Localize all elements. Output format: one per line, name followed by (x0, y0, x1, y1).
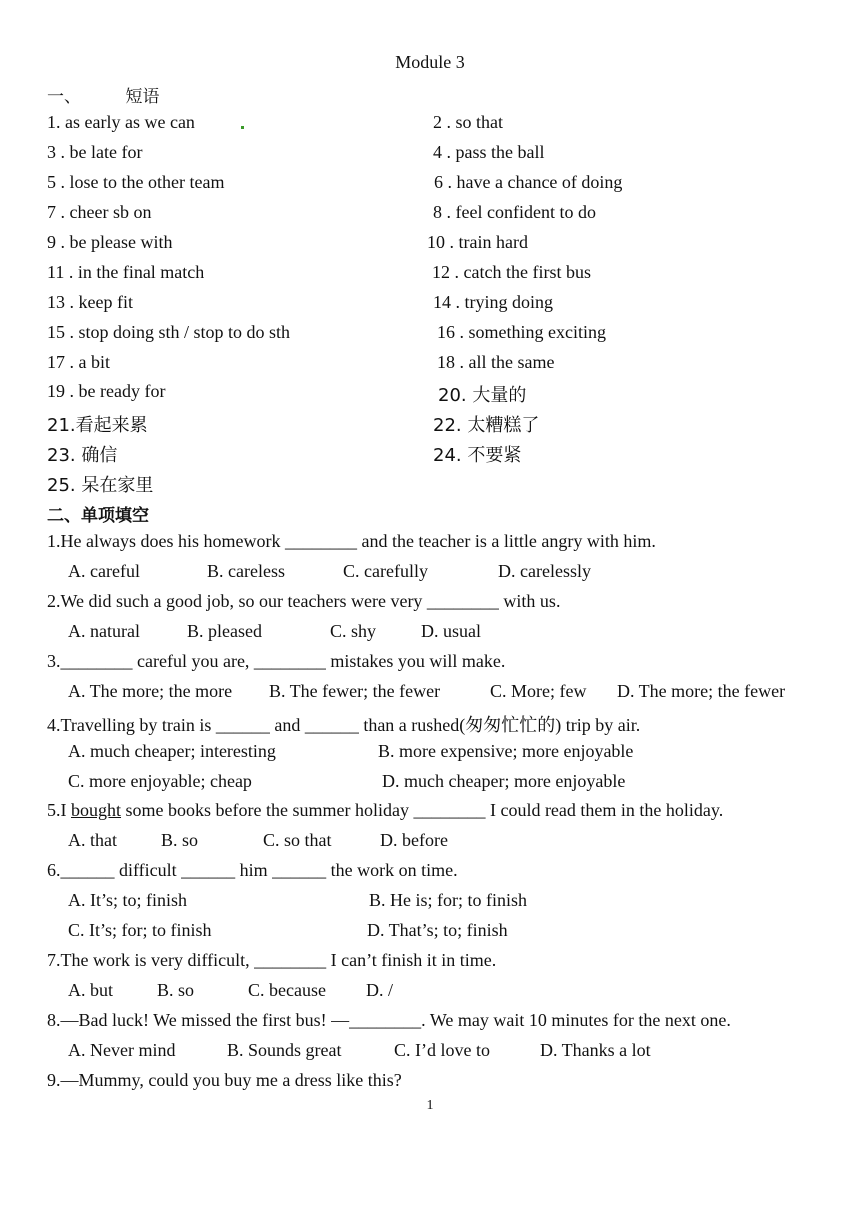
phrase-item: 6 . have a chance of doing (434, 172, 623, 192)
question-9: 9.—Mummy, could you buy me a dress like this? (47, 1070, 402, 1090)
option: B. more expensive; more enjoyable (378, 741, 634, 761)
question-5-rest: some books before the summer holiday ________ I could read them in the holiday. (121, 800, 724, 820)
option: B. Sounds great (227, 1040, 342, 1060)
phrase-item: 10 . train hard (427, 232, 528, 252)
option: D. Thanks a lot (540, 1040, 651, 1060)
phrase-item: 11 . in the final match (47, 262, 205, 282)
question-2: 2.We did such a good job, so our teachers were very ________ with us. (47, 591, 561, 611)
page-number: 1 (426, 1098, 434, 1113)
phrase-item: 19 . be ready for (47, 381, 166, 401)
phrase-item: 4 . pass the ball (433, 142, 545, 162)
option: B. He is; for; to finish (369, 890, 527, 910)
phrase-item: 22. 太糟糕了 (433, 415, 540, 436)
phrase-item: 25. 呆在家里 (47, 475, 154, 496)
question-8: 8.—Bad luck! We missed the first bus! —________. We may wait 10 minutes for the next one. (47, 1010, 731, 1030)
option: B. careless (207, 561, 285, 581)
option: C. more enjoyable; cheap (68, 771, 252, 791)
phrase-item: 15 . stop doing sth / stop to do sth (47, 322, 291, 342)
phrase-item: 20. 大量的 (438, 385, 527, 406)
option: C. because (248, 980, 326, 1000)
phrase-item: 14 . trying doing (433, 292, 553, 312)
option: A. much cheaper; interesting (68, 741, 276, 761)
option: D. The more; the fewer (617, 681, 786, 701)
option: A. Never mind (68, 1040, 176, 1060)
option: D. That’s; to; finish (367, 920, 508, 940)
underlined-word: bought (71, 800, 122, 820)
green-mark (241, 126, 244, 129)
phrase-item: 7 . cheer sb on (47, 202, 152, 222)
phrase-item: 16 . something exciting (437, 322, 606, 342)
question-4: 4.Travelling by train is ______ and ______ than a rushed(匆匆忙忙的) trip by air. (47, 715, 641, 735)
option: C. carefully (343, 561, 428, 581)
phrase-item: 2 . so that (433, 112, 503, 132)
option: A. It’s; to; finish (68, 890, 188, 910)
page-title: Module 3 (395, 52, 465, 72)
option: C. I’d love to (394, 1040, 490, 1060)
option: D. before (380, 830, 448, 850)
option: A. natural (68, 621, 140, 641)
question-6: 6.______ difficult ______ him ______ the work on time. (47, 860, 458, 880)
section-1-number: 一、 (47, 87, 81, 107)
phrase-item: 24. 不要紧 (433, 445, 522, 466)
option: C. shy (330, 621, 377, 641)
option: D. usual (421, 621, 481, 641)
option: A. careful (68, 561, 140, 581)
option: B. pleased (187, 621, 262, 641)
question-5 (47, 800, 723, 821)
phrase-item: 9 . be please with (47, 232, 173, 252)
option: A. The more; the more (68, 681, 233, 701)
option: C. More; few (490, 681, 587, 701)
phrase-item: 1. as early as we can (47, 112, 195, 132)
question-5-start: 5.I (47, 800, 71, 820)
option: A. that (68, 830, 117, 850)
phrase-item: 3 . be late for (47, 142, 143, 162)
phrase-item: 12 . catch the first bus (432, 262, 591, 282)
option: C. so that (263, 830, 332, 850)
phrase-item: 21.看起来累 (47, 415, 148, 436)
section-1-heading (47, 82, 160, 107)
section-2-heading: 二、单项填空 (47, 506, 149, 526)
question-3: 3.________ careful you are, ________ mistakes you will make. (47, 651, 506, 671)
question-7: 7.The work is very difficult, ________ I can’t finish it in time. (47, 950, 497, 970)
phrase-item: 18 . all the same (437, 352, 555, 372)
option: B. The fewer; the fewer (269, 681, 441, 701)
option: D. much cheaper; more enjoyable (382, 771, 626, 791)
phrase-item: 13 . keep fit (47, 292, 133, 312)
option: C. It’s; for; to finish (68, 920, 212, 940)
option: A. but (68, 980, 113, 1000)
section-1-label: 短语 (125, 87, 160, 107)
question-1: 1.He always does his homework ________ and the teacher is a little angry with him. (47, 531, 656, 551)
phrase-item: 8 . feel confident to do (433, 202, 596, 222)
phrase-item: 23. 确信 (47, 445, 118, 466)
option: B. so (161, 830, 199, 850)
phrase-item: 17 . a bit (47, 352, 110, 372)
option: D. / (366, 980, 393, 1000)
option: D. carelessly (498, 561, 591, 581)
option: B. so (157, 980, 195, 1000)
phrase-item: 5 . lose to the other team (47, 172, 225, 192)
